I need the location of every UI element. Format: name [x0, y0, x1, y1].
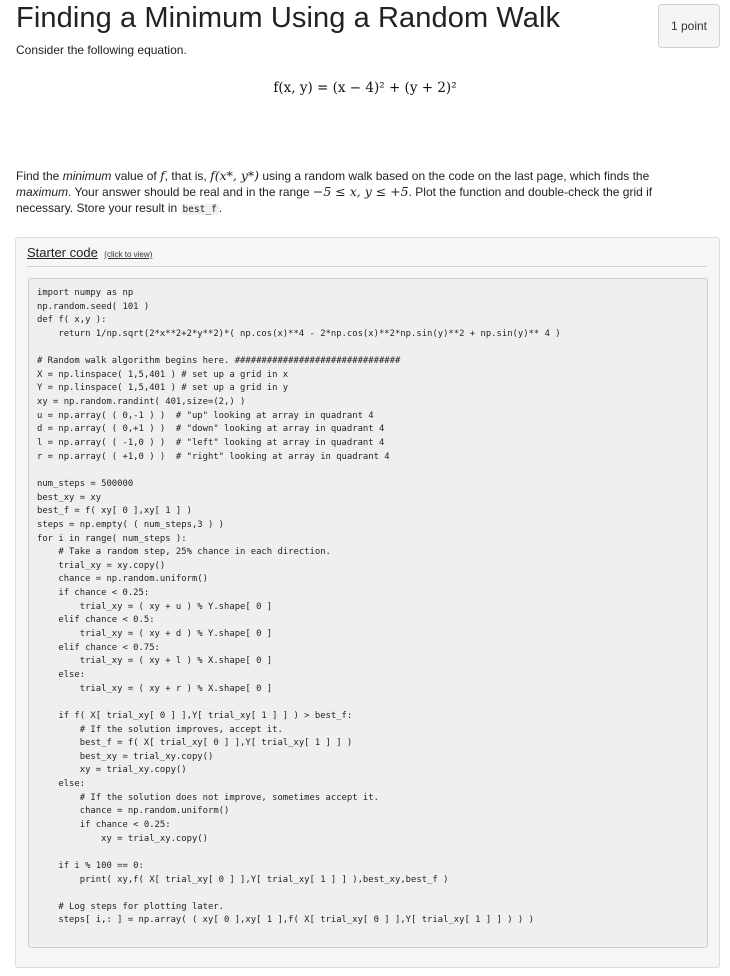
code-line: trial_xy = ( xy + d ) % Y.shape[ 0 ]	[37, 629, 273, 640]
prompt-text: .	[218, 201, 223, 215]
code-line: elif chance < 0.5:	[37, 615, 155, 626]
code-line: # If the solution does not improve, sometimes accept it.	[37, 792, 379, 803]
math-f: f	[160, 168, 165, 183]
starter-code-toggle[interactable]	[27, 244, 152, 262]
prompt-text: , that is,	[164, 169, 211, 183]
code-line	[37, 696, 707, 710]
code-line: best_xy = trial_xy.copy()	[37, 751, 214, 762]
code-line: np.random.seed( 101 )	[37, 301, 150, 312]
code-line: best_f = f( xy[ 0 ],xy[ 1 ] )	[37, 506, 192, 517]
code-block	[28, 278, 708, 948]
code-line	[37, 464, 707, 478]
code-line: d = np.array( ( 0,+1 ) ) # "down" looking at array in quadrant 4	[37, 424, 385, 435]
code-line: if chance < 0.25:	[37, 819, 171, 830]
code-line: xy = trial_xy.copy()	[37, 833, 208, 844]
math-range: −5 ≤ x, y ≤ +5	[312, 184, 409, 199]
code-line: trial_xy = xy.copy()	[37, 560, 166, 571]
code-line	[37, 887, 707, 901]
code-line: if f( X[ trial_xy[ 0 ] ],Y[ trial_xy[ 1 ] ] ) > best_f:	[37, 710, 353, 721]
code-line: print( xy,f( X[ trial_xy[ 0 ] ],Y[ trial_xy[ 1 ] ] ),best_xy,best_f )	[37, 874, 449, 885]
code-line: import numpy as np	[37, 288, 134, 298]
code-line: # Take a random step, 25% chance in each direction.	[37, 547, 331, 558]
emphasis-maximum: maximum	[16, 185, 69, 199]
result-variable: best_f	[182, 204, 217, 215]
code-line: def f( x,y ):	[37, 315, 107, 326]
prompt-text: using a random walk based on the code on the last page, which finds the	[259, 169, 650, 183]
code-line: # If the solution improves, accept it.	[37, 724, 283, 735]
code-line: xy = np.random.randint( 401,size=(2,) )	[37, 397, 246, 408]
page-title: Finding a Minimum Using a Random Walk	[16, 2, 561, 34]
points-badge: 1 point	[658, 4, 720, 48]
code-line: elif chance < 0.75:	[37, 642, 160, 653]
code-line: # Random walk algorithm begins here. ###############################	[37, 356, 401, 367]
code-line: if chance < 0.25:	[37, 588, 150, 599]
code-line: best_f = f( X[ trial_xy[ 0 ] ],Y[ trial_xy[ 1 ] ] )	[37, 738, 353, 749]
prompt-text: value of	[111, 169, 161, 183]
code-line: best_xy = xy	[37, 492, 102, 503]
code-line: Y = np.linspace( 1,5,401 ) # set up a grid in y	[37, 383, 289, 394]
code-line: r = np.array( ( +1,0 ) ) # "right" looking at array in quadrant 4	[37, 451, 390, 462]
code-line: l = np.array( ( -1,0 ) ) # "left" looking at array in quadrant 4	[37, 438, 385, 449]
starter-code-panel	[15, 237, 720, 968]
code-line: xy = trial_xy.copy()	[37, 765, 187, 776]
code-line: num_steps = 500000	[37, 478, 134, 489]
divider	[27, 266, 707, 267]
code-line: # Log steps for plotting later.	[37, 901, 225, 912]
code-line: trial_xy = ( xy + r ) % X.shape[ 0 ]	[37, 683, 273, 694]
code-line: u = np.array( ( 0,-1 ) ) # "up" looking at array in quadrant 4	[37, 410, 374, 421]
starter-code-hint[interactable]: (click to view)	[104, 250, 153, 259]
code-line: else:	[37, 779, 86, 790]
prompt-text: Find the	[16, 169, 63, 183]
code-line: trial_xy = ( xy + u ) % Y.shape[ 0 ]	[37, 601, 273, 612]
math-f-star: f(x*, y*)	[210, 168, 260, 183]
prompt-text: . Plot the function and double-check the grid if necessary. Store your result in	[16, 185, 653, 215]
code-line: for i in range( num_steps ):	[37, 533, 187, 544]
code-line: X = np.linspace( 1,5,401 ) # set up a grid in x	[37, 369, 289, 380]
question-prompt	[16, 168, 706, 218]
code-line: chance = np.random.uniform()	[37, 574, 208, 585]
code-line: trial_xy = ( xy + l ) % X.shape[ 0 ]	[37, 656, 273, 667]
starter-code-title[interactable]: Starter code	[27, 245, 98, 260]
equation: f(x, y) = (x − 4)² + (y + 2)²	[273, 80, 457, 96]
code-line: steps[ i,: ] = np.array( ( xy[ 0 ],xy[ 1 ],f( X[ trial_xy[ 0 ] ],Y[ trial_xy[ 1 ] ] ) ) )	[37, 915, 534, 926]
code-line: return 1/np.sqrt(2*x**2+2*y**2)*( np.cos(x)**4 - 2*np.cos(x)**2*np.sin(y)**2 + np.sin(y)** 4 )	[37, 328, 561, 339]
code-line: chance = np.random.uniform()	[37, 806, 230, 817]
code-line: else:	[37, 669, 86, 680]
prompt-text: . Your answer should be real and in the range	[68, 185, 313, 199]
code-line	[37, 846, 707, 860]
code-line: steps = np.empty( ( num_steps,3 ) )	[37, 519, 225, 530]
intro-text: Consider the following equation.	[16, 43, 187, 57]
code-line: if i % 100 == 0:	[37, 860, 144, 871]
code-line	[37, 342, 707, 356]
emphasis-minimum: minimum	[62, 169, 112, 183]
